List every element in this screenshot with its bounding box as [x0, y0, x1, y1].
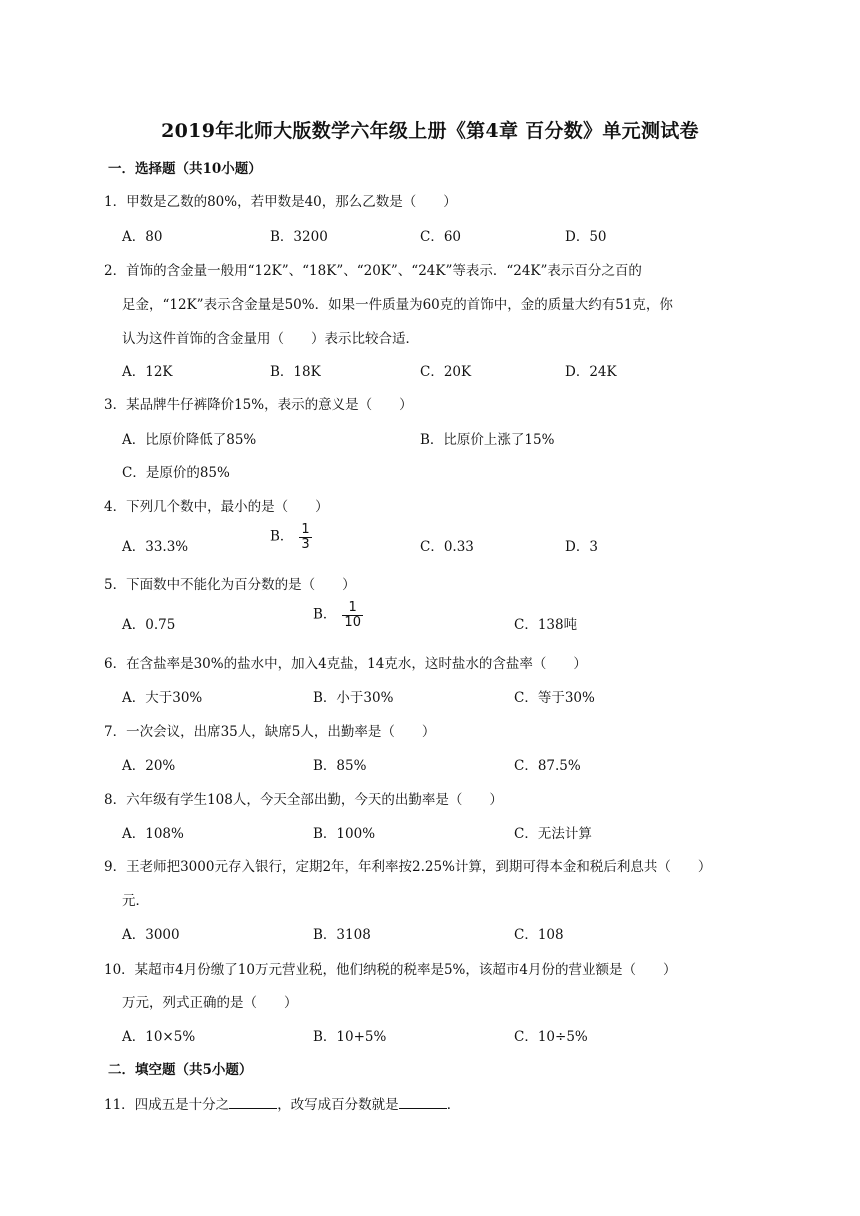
- question-2-line-2: 足金，“12K”表示含金量是50%．如果一件质量为60克的首饰中，金的质量大约有51克，你: [122, 297, 673, 313]
- q4-fraction-denominator: 3: [301, 536, 310, 552]
- q1-option-c: C．60: [420, 229, 462, 245]
- q1-option-d: D．50: [565, 229, 607, 245]
- q4-option-d: D．3: [565, 539, 598, 555]
- q11-answer-blank-1[interactable]: [229, 1094, 277, 1109]
- question-7: 7．一次会议，出席35人，缺席5人，出勤率是（ ）: [104, 724, 436, 740]
- q4-option-b-label: B．: [270, 528, 294, 545]
- q4-fraction: [299, 523, 311, 551]
- q8-option-a: A．108%: [122, 826, 184, 842]
- question-11: [104, 1093, 460, 1113]
- q11-text-part-3: ．: [446, 1097, 461, 1113]
- q6-option-a: A．大于30%: [122, 690, 203, 706]
- question-2-line-3: 认为这件首饰的含金量用（ ）表示比较合适．: [122, 331, 419, 347]
- q5-option-b: [313, 601, 363, 629]
- question-5: 5．下面数中不能化为百分数的是（ ）: [104, 577, 356, 593]
- question-9-line-2: 元．: [122, 893, 149, 909]
- q2-option-b: B．18K: [270, 364, 321, 380]
- section-heading-choice: 一．选择题（共10小题）: [108, 161, 262, 177]
- q7-option-b: B．85%: [313, 758, 367, 774]
- q6-option-b: B．小于30%: [313, 690, 394, 706]
- question-9-line-1: 9．王老师把3000元存入银行，定期2年，年利率按2.25%计算，到期可得本金和税后利息共（ ）: [104, 859, 712, 875]
- q2-option-c: C．20K: [420, 364, 472, 380]
- q3-option-b: B．比原价上涨了15%: [420, 432, 555, 448]
- q5-option-c: C．138吨: [514, 617, 578, 633]
- section-heading-fill-in: 二．填空题（共5小题）: [108, 1062, 253, 1078]
- q4-option-c: C．0.33: [420, 539, 474, 555]
- question-6: 6．在含盐率是30%的盐水中，加入4克盐，14克水，这时盐水的含盐率（ ）: [104, 656, 587, 672]
- q7-option-a: A．20%: [122, 758, 176, 774]
- q1-option-a: A．80: [122, 229, 163, 245]
- question-4: 4．下列几个数中，最小的是（ ）: [104, 499, 329, 515]
- page-title: 2019年北师大版数学六年级上册《第4章 百分数》单元测试卷: [161, 120, 699, 142]
- question-2-line-1: 2．首饰的含金量一般用“12K”、“18K”、“20K”、“24K”等表示．“24K”表示百分之百的: [104, 263, 642, 279]
- q5-option-a: A．0.75: [122, 617, 176, 633]
- q4-option-b: [270, 523, 312, 551]
- q10-option-a: A．10×5%: [122, 1029, 196, 1045]
- q9-option-c: C．108: [514, 927, 564, 943]
- q9-option-a: A．3000: [122, 927, 180, 943]
- q2-option-d: D．24K: [565, 364, 617, 380]
- question-10-line-1: 10．某超市4月份缴了10万元营业税，他们纳税的税率是5%，该超市4月份的营业额是（ ）: [104, 962, 677, 978]
- q11-answer-blank-2[interactable]: [399, 1094, 447, 1109]
- question-3: 3．某品牌牛仔裤降价15%，表示的意义是（ ）: [104, 397, 413, 413]
- q5-fraction-denominator: 10: [344, 614, 361, 630]
- q8-option-c: C．无法计算: [514, 826, 592, 842]
- q1-option-b: B．3200: [270, 229, 328, 245]
- question-8: 8．六年级有学生108人，今天全部出勤，今天的出勤率是（ ）: [104, 792, 503, 808]
- q4-fraction-numerator: 1: [301, 522, 310, 537]
- q11-text-part-1: 11．四成五是十分之: [104, 1097, 230, 1113]
- q10-option-c: C．10÷5%: [514, 1029, 588, 1045]
- q9-option-b: B．3108: [313, 927, 371, 943]
- q3-option-a: A．比原价降低了85%: [122, 432, 257, 448]
- q5-fraction: [342, 601, 363, 629]
- q2-option-a: A．12K: [122, 364, 173, 380]
- q5-fraction-numerator: 1: [342, 601, 363, 616]
- question-1: 1．甲数是乙数的80%，若甲数是40，那么乙数是（ ）: [104, 194, 457, 210]
- q11-text-part-2: ，改写成百分数就是: [277, 1097, 399, 1113]
- q7-option-c: C．87.5%: [514, 758, 581, 774]
- q6-option-c: C．等于30%: [514, 690, 595, 706]
- q10-option-b: B．10+5%: [313, 1029, 387, 1045]
- q5-option-b-label: B．: [313, 606, 337, 623]
- q3-option-c: C．是原价的85%: [122, 465, 230, 481]
- q4-option-a: A．33.3%: [122, 539, 189, 555]
- question-10-line-2: 万元，列式正确的是（ ）: [122, 995, 298, 1011]
- q8-option-b: B．100%: [313, 826, 376, 842]
